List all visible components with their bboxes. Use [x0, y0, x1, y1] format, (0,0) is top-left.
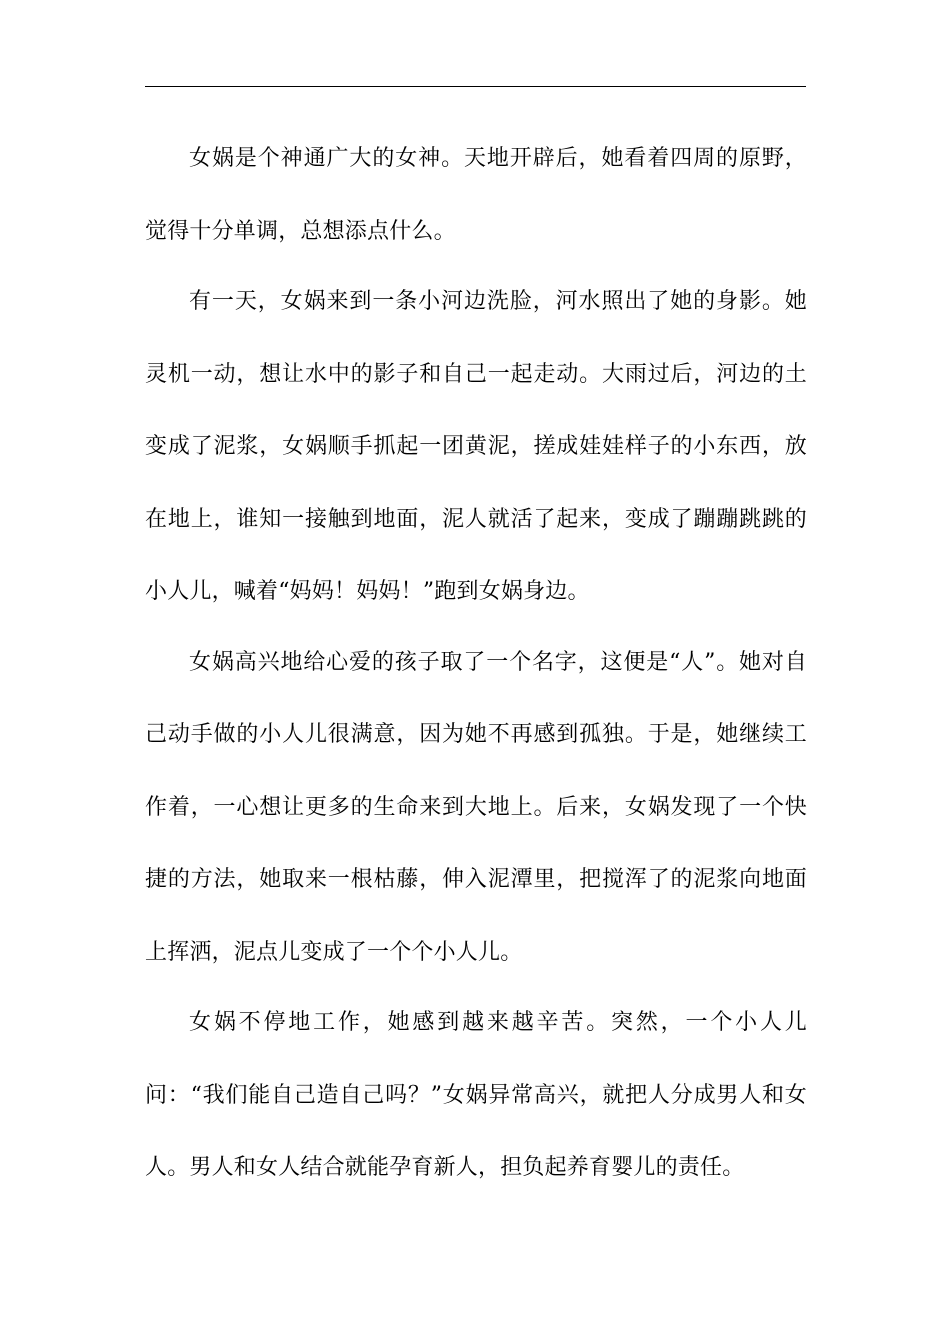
paragraph-2: 有一天，女娲来到一条小河边洗脸，河水照出了她的身影。她灵机一动，想让水中的影子和自己一起走动。大雨过后，河边的土变成了泥浆，女娲顺手抓起一团黄泥，搓成娃娃样子的小东西，放在地上，谁知一接触到地面，泥人就活了起来，变成了蹦蹦跳跳的小人儿，喊着“妈妈！妈妈！”跑到女娲身边。 [145, 289, 807, 604]
paragraph-3: 女娲高兴地给心爱的孩子取了一个名字，这便是“人”。她对自己动手做的小人儿很满意，因为她不再感到孤独。于是，她继续工作着，一心想让更多的生命来到大地上。后来，女娲发现了一个快捷的方法，她取来一根枯藤，伸入泥潭里，把搅浑了的泥浆向地面上挥洒，泥点儿变成了一个个小人儿。 [145, 649, 807, 965]
paragraph-1: 女娲是个神通广大的女神。天地开辟后，她看着四周的原野，觉得十分单调，总想添点什么。 [145, 146, 807, 244]
header-rule [145, 86, 806, 87]
paragraph-4: 女娲不停地工作，她感到越来越辛苦。突然，一个小人儿问：“我们能自己造自己吗？”女娲异常高兴，就把人分成男人和女人。男人和女人结合就能孕育新人，担负起养育婴儿的责任。 [145, 1010, 807, 1180]
document-body [145, 122, 807, 1203]
